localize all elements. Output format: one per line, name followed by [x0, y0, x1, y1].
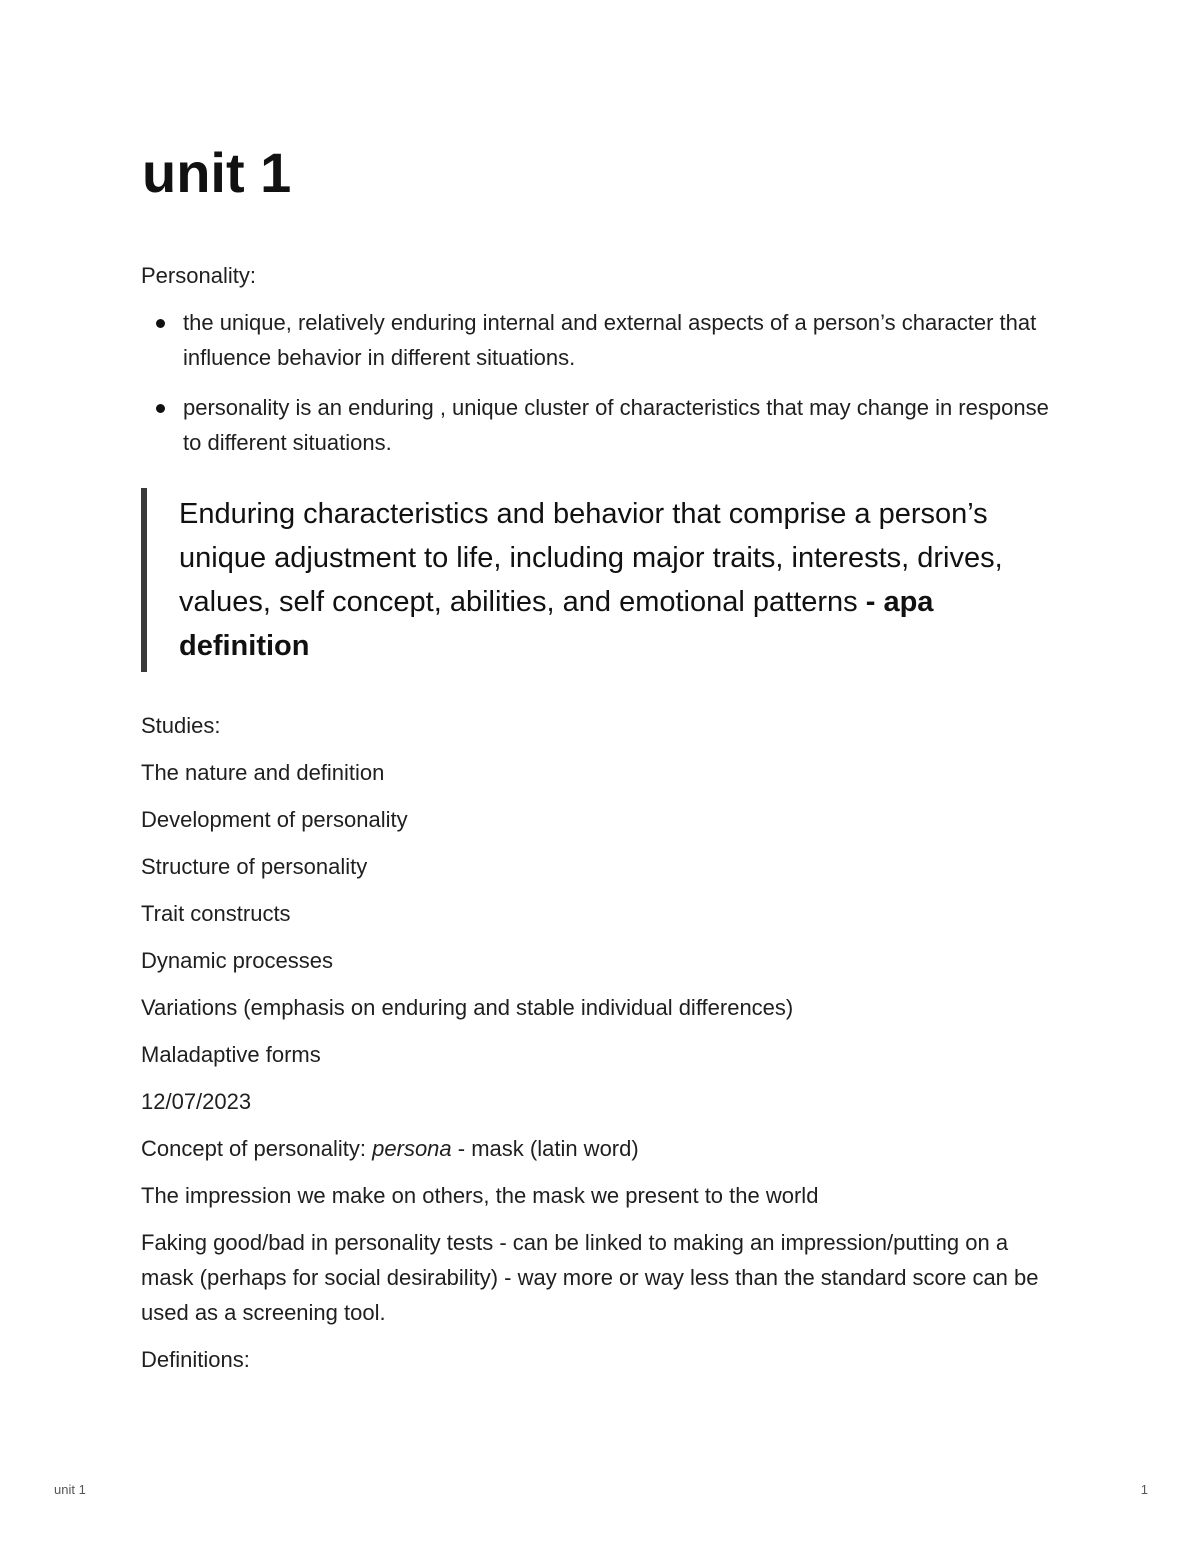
concept-italic: persona	[372, 1136, 452, 1161]
list-item	[141, 305, 1061, 375]
bullet-dot-icon	[156, 319, 165, 328]
personality-label: Personality:	[141, 263, 256, 288]
bullet-text: personality is an enduring , unique cluster of characteristics that may change in response to different situations.	[183, 395, 1049, 455]
quote-attribution: - apa definition	[179, 586, 934, 662]
list-item	[141, 390, 1061, 460]
studies-item: Trait constructs	[141, 901, 291, 926]
document-body	[141, 258, 1061, 1389]
page-number: 1	[1140, 1482, 1148, 1497]
studies-item: Structure of personality	[141, 854, 368, 879]
concept-prefix: Concept of personality:	[141, 1136, 373, 1161]
personality-bullet-list	[141, 305, 1061, 460]
studies-section	[141, 708, 1061, 1377]
page-title: unit 1	[142, 141, 292, 204]
definitions-label: Definitions:	[141, 1347, 250, 1372]
faking-paragraph: Faking good/bad in personality tests - can be linked to making an impression/putting on a mask (perhaps for social desirability) - way more or way less than the standard score can be used as a screening tool.	[141, 1230, 1039, 1325]
bullet-text: the unique, relatively enduring internal and external aspects of a person’s character that influence behavior in different situations.	[183, 310, 1037, 370]
concept-line	[141, 1131, 1061, 1166]
studies-item: The nature and definition	[141, 760, 385, 785]
date-text: 12/07/2023	[141, 1089, 252, 1114]
quote-text: Enduring characteristics and behavior that comprise a person’s unique adjustment to life, including major traits, interests, drives, values, self concept, abilities, and emotional patterns	[179, 498, 1003, 618]
studies-item: Variations (emphasis on enduring and stable individual differences)	[141, 995, 794, 1020]
apa-definition-quote	[141, 488, 1061, 672]
impression-line: The impression we make on others, the mask we present to the world	[141, 1183, 819, 1208]
studies-item: Dynamic processes	[141, 948, 333, 973]
studies-item: Maladaptive forms	[141, 1042, 321, 1067]
studies-item: Development of personality	[141, 807, 408, 832]
studies-label: Studies:	[141, 713, 221, 738]
bullet-dot-icon	[156, 404, 165, 413]
concept-suffix: - mask (latin word)	[451, 1136, 639, 1161]
footer-doc-title: unit 1	[54, 1482, 86, 1497]
